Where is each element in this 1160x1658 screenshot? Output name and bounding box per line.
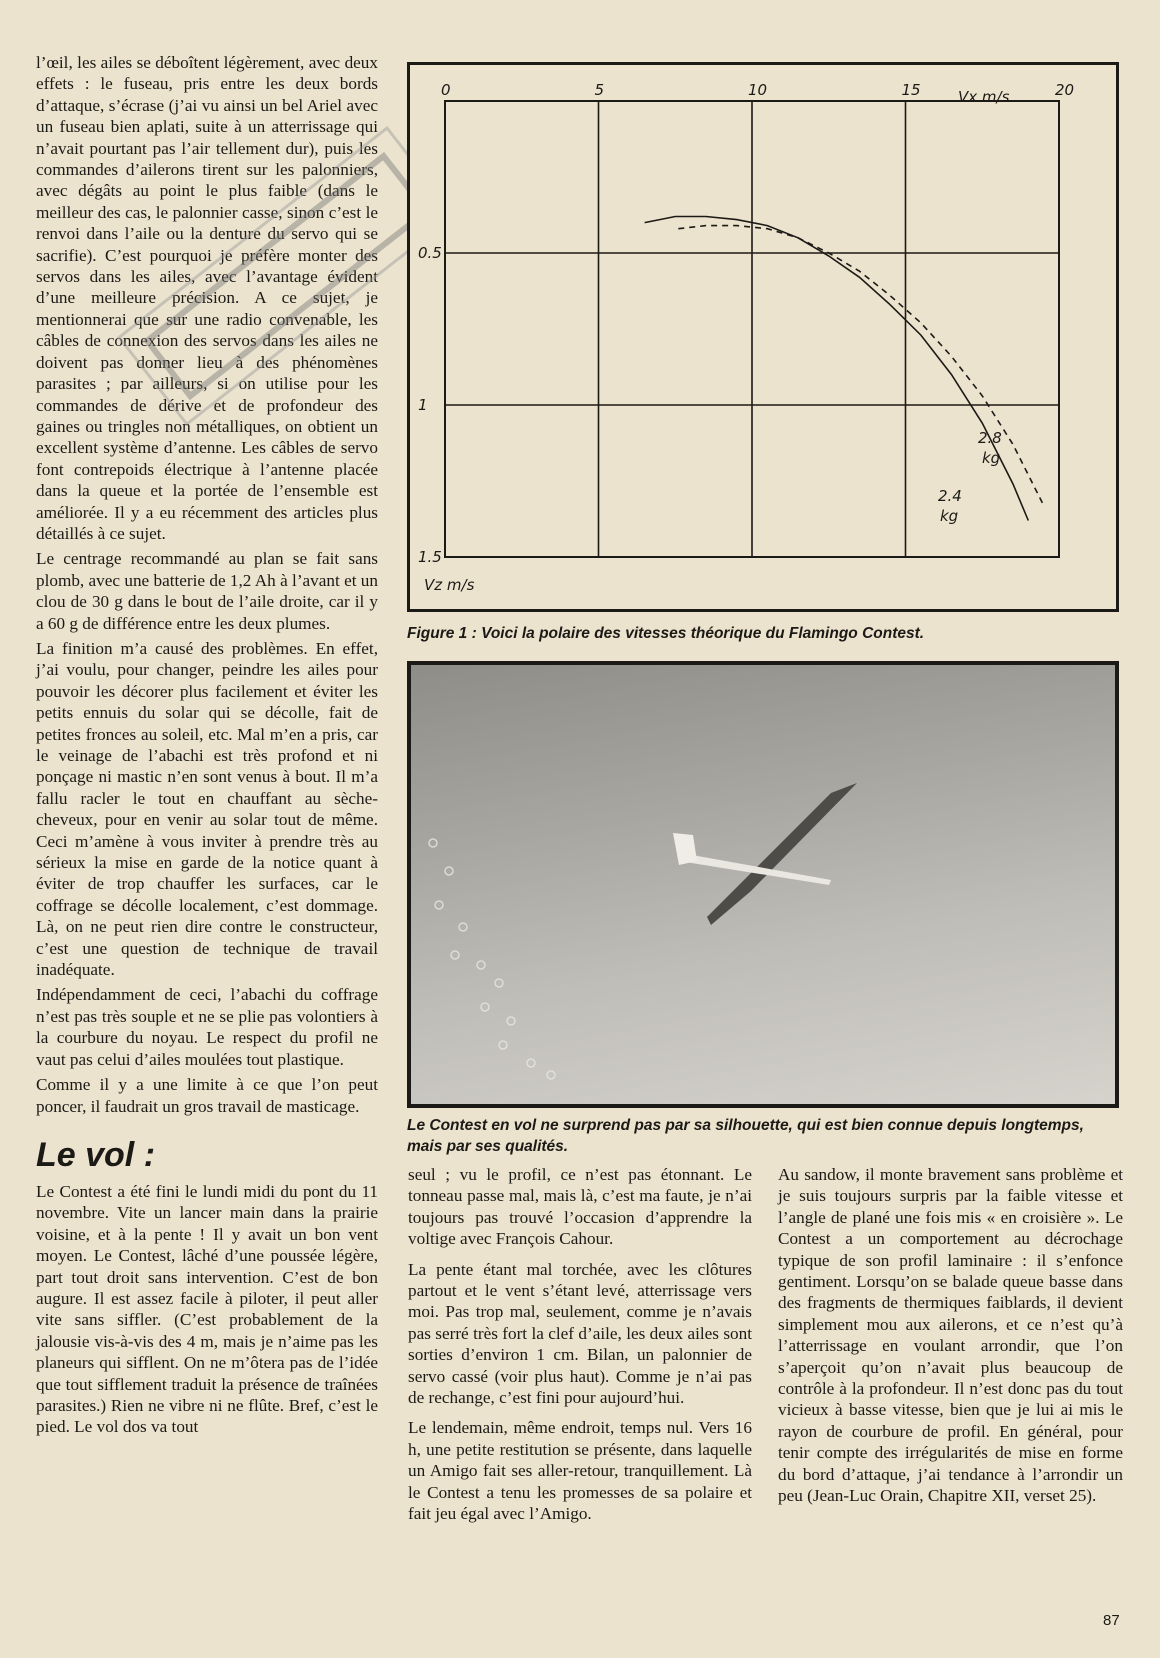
chart-grid (445, 101, 1059, 557)
photo-caption: Le Contest en vol ne surprend pas par sa silhouette, qui est bien connue depuis longtemps, mais par ses qualités. (407, 1117, 1084, 1155)
series-label-2-8: 2.8 (978, 429, 1002, 447)
x-axis-label: Vx m/s (958, 88, 1010, 106)
paragraph: Au sandow, il monte bravement sans problème et je suis toujours surpris par la faible vitesse et l’angle de plané une fois mis « en croisière ». Le Contest a un comportement au décrochage typique de son profil laminaire : il s’enfonce gentiment. Lorsqu’on se balade queue basse dans des fragments de thermiques faiblards, il devient simplement mou aux ailerons, et ce n’est qu’à l’atterrissage en voulant arrondir, que l’on s’aperçoit qu’on n’avait plus beaucoup de contrôle à la profondeur. Il n’est donc pas du tout vicieux à basse vitesse, bien que je lui ai mis le rayon de courbure de profil. En général, pour tenir compte des irrégularités de mise en forme du bord d’attaque, j’ai tendance à l’arrondir un peu (Jean-Luc Orain, Chapitre XII, verset 25). (778, 1165, 1123, 1506)
series-label-2-4: 2.4 (938, 487, 962, 505)
x-tick-label: 20 (1055, 81, 1075, 99)
left-text-column (36, 52, 378, 1442)
chart-series (645, 217, 1044, 521)
y-axis-label: Vz m/s (424, 576, 475, 594)
paragraph: Le lendemain, même endroit, temps nul. Vers 16 h, une petite restitution se présente, dans laquelle un Amigo fait ses aller-retour, tranquillement. Là le Contest a tenu les promesses de sa polaire et fait jeu égal avec l’Amigo. (408, 1418, 752, 1524)
y-tick-label: 1.5 (418, 548, 442, 566)
series-unit-2-8: kg (982, 449, 1001, 467)
x-tick-label: 5 (594, 81, 605, 99)
figure-caption: Figure 1 : Voici la polaire des vitesses théorique du Flamingo Contest. (407, 625, 925, 642)
section-heading: Le vol : (36, 1135, 156, 1174)
paragraph: Comme il y a une limite à ce que l’on peut poncer, il faudrait un gros travail de masticage. (36, 1075, 378, 1116)
paragraph: Indépendamment de ceci, l’abachi du coffrage n’est pas très souple et ne se plie pas volontiers à la courbure du noyau. Le respect du profil ne vaut pas celui d’ailes moulées tout plastique. (36, 985, 378, 1069)
paragraph: l’œil, les ailes se déboîtent légèrement, avec deux effets : le fuseau, pris entre les deux bords d’attaque, s’écrase (j’ai vu ainsi un bel Ariel avec un fuseau bien aplati, suite à un atterrissage qui n’avait pourtant pas l’air tellement dur), puis les commandes d’ailerons tirent sur les palonniers, avec dégâts au point le plus faible (dans le meilleur des cas, le palonnier casse, sinon c’est le renvoi dans l’aile ou la denture du servo qui se sacrifie). C’est pourquoi je préfère monter des servos dans les ailes, avec l’avantage évident d’une meilleure précision. A ce sujet, je mentionnerai que sur une radio convenable, les câbles de connexion des servos dans les ailes ne doivent pas donner lieu à des phénomènes parasites ; par ailleurs, si on utilise pour les commandes de dérive et de profondeur des gaines ou tringles non métalliques, on obtient un excellent système d’antenne. Les câbles de servo font contrepoids électrique à l’antenne placée dans la queue et la portée de l’ensemble est améliorée. Il y a eu récemment des articles plus détaillés à ce sujet. (36, 53, 378, 543)
chart-ticks (418, 81, 1074, 566)
x-tick-label: 0 (441, 81, 451, 99)
x-tick-label: 10 (748, 81, 768, 99)
y-tick-label: 0.5 (418, 244, 442, 262)
glider-photo (407, 661, 1119, 1108)
paragraph: seul ; vu le profil, ce n’est pas étonnant. Le tonneau passe mal, mais là, c’est ma faute, je n’ai toujours pas trouvé l’occasion d’apprendre la voltige avec François Cahour. (408, 1165, 752, 1249)
middle-text-column (408, 1164, 752, 1534)
polar-chart (407, 62, 1119, 612)
glider-illustration (411, 665, 1115, 1104)
y-tick-label: 1 (418, 396, 428, 414)
chart-canvas (410, 65, 1116, 609)
paragraph: Le centrage recommandé au plan se fait sans plomb, avec une batterie de 1,2 Ah à l’avant et un clou de 30 g dans le bout de l’aile droite, car il y a 60 g de différence entre les deux plumes. (36, 549, 378, 633)
right-text-column (778, 1164, 1123, 1516)
x-tick-label: 15 (901, 81, 921, 99)
page-number: 87 (1103, 1612, 1120, 1629)
series-line-2-4-kg (645, 217, 1029, 521)
paragraph: Le Contest a été fini le lundi midi du pont du 11 novembre. Vite un lancer main dans la prairie voisine, et à la pente ! Il y avait un bon vent moyen. Le Contest, lâché d’une poussée légère, part tout droit sans intervention. C’est de bon augure. Il est assez facile à piloter, il peut aller vite sans siffler. (C’est probablement de la jalousie vis-à-vis des 4 m, mais je n’aime pas les planeurs qui sifflent. On ne m’ôtera pas de l’idée que tout sifflement traduit la présence de traînées parasites.) Rien ne vibre ni ne flûte. Bref, c’est le pied. Le vol dos va tout (36, 1181, 378, 1437)
series-unit-2-4: kg (940, 507, 959, 525)
paragraph: La pente étant mal torchée, avec les clôtures partout et le vent s’étant levé, atterrissage vers moi. Pas trop mal, seulement, comme je n’avais pas serré très fort la clef d’aile, les deux ailes sont sorties d’environ 1 cm. Bilan, un palonnier de servo cassé (voir plus haut). Comme je n’ai pas de rechange, c’est fini pour aujourd’hui. (408, 1259, 752, 1408)
paragraph: La finition m’a causé des problèmes. En effet, j’ai voulu, pour changer, peindre les ailes pour pouvoir les décorer plus facilement et éviter les petits ennuis du solar qui se décolle, fait de petites fronces au soleil, etc. Mal m’en a pris, car le veinage de l’abachi est très profond et ni ponçage ni mastic n’en sont venus à bout. Il m’a fallu racler le tout en chauffant au sèche-cheveux, pour en venir au solar tout de même. Ceci m’amène à vous inviter à prendre très au sérieux la mise en garde de la notice quant à éviter de trop chauffer les surfaces, car le coffrage se décolle localement, c’est dommage. Là, on ne peut rien dire contre le constructeur, c’est une question de technique de travail inadéquate. (36, 638, 378, 980)
